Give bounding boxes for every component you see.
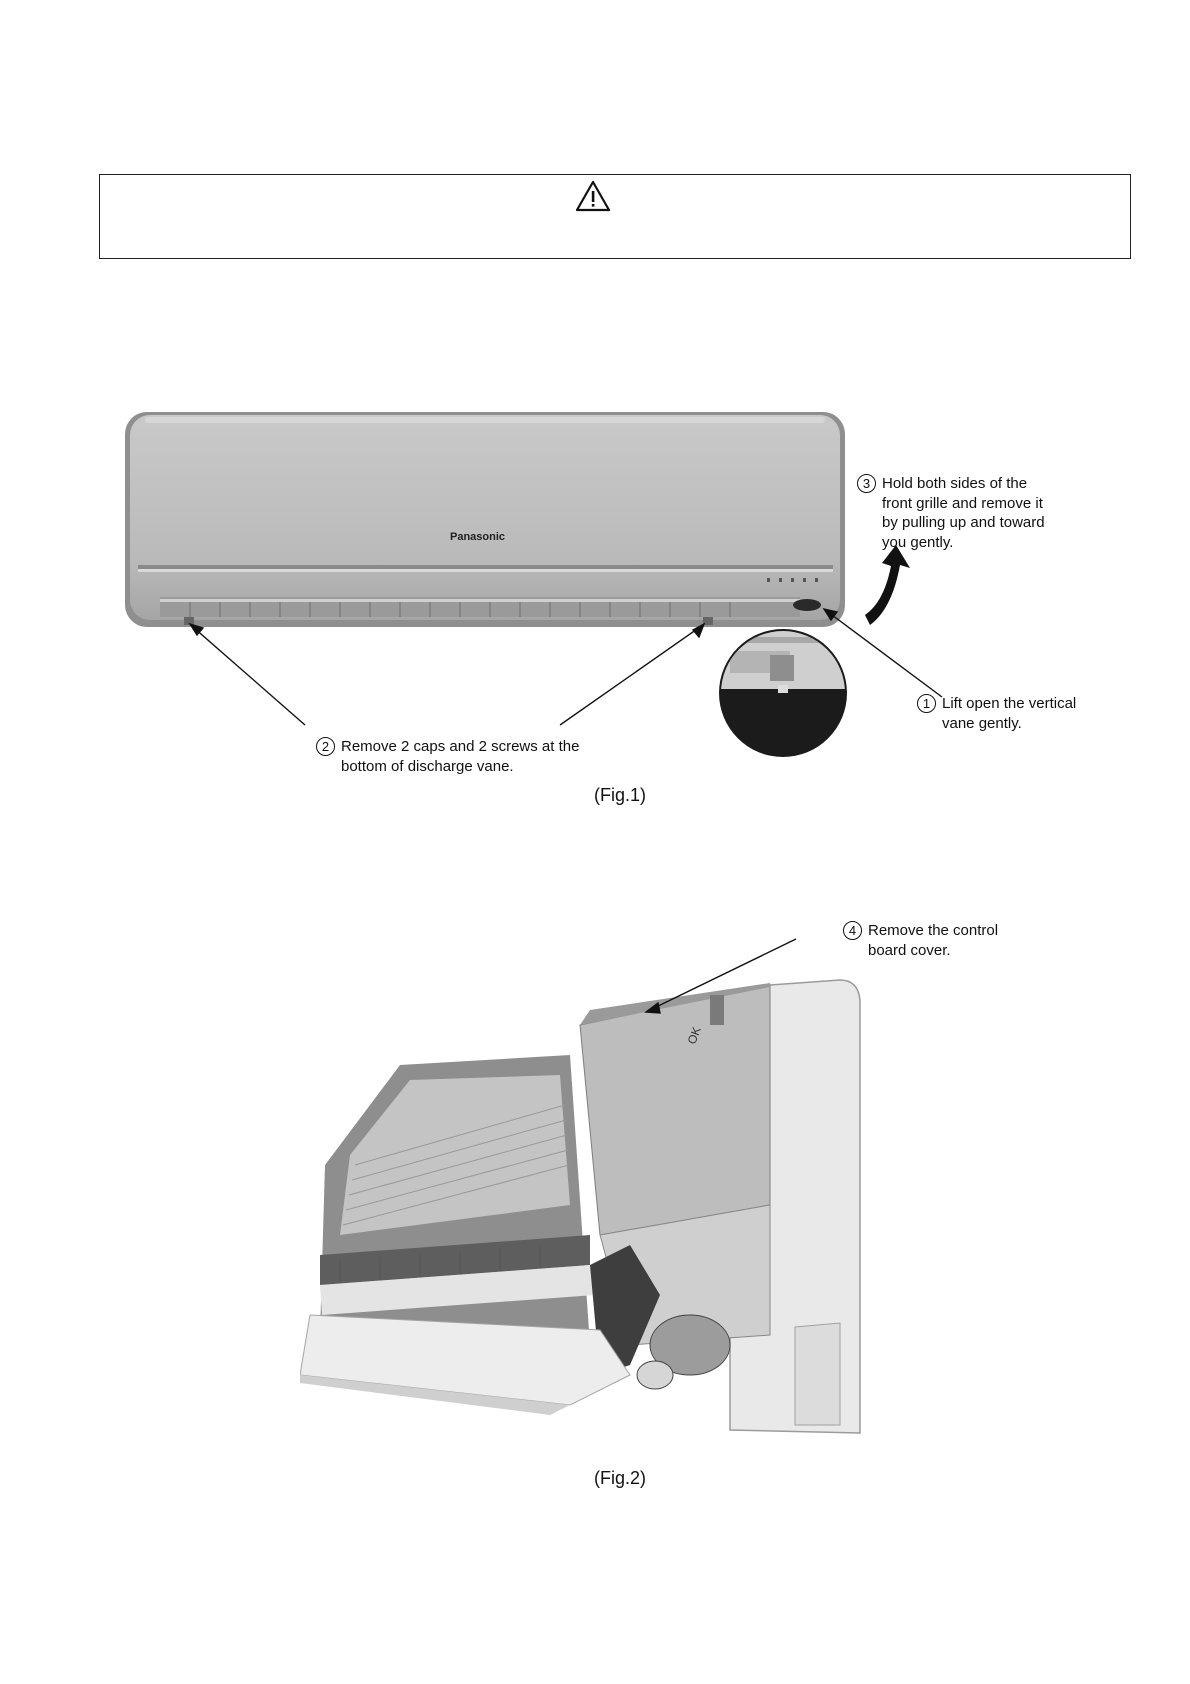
figure-1-caption: (Fig.1) — [594, 785, 647, 805]
magnified-detail — [710, 629, 860, 757]
step-4-text: Remove the control board cover. — [868, 922, 999, 959]
warning-triangle-icon — [575, 180, 611, 212]
callout-step-2 — [316, 737, 579, 776]
caution-box — [99, 174, 1131, 259]
step-3-text: Hold both sides of the front grille and remove it by pulling up and toward you gently. — [882, 475, 1045, 551]
step-number-3: 3 — [857, 474, 876, 493]
step-2-text: Remove 2 caps and 2 screws at the bottom of discharge vane. — [341, 738, 580, 775]
panasonic-logo: Panasonic — [450, 531, 506, 543]
step-number-4: 4 — [843, 921, 862, 940]
step-number-2: 2 — [316, 737, 335, 756]
figure-2-unit-open — [300, 905, 920, 1445]
lift-up-arrow — [865, 545, 910, 625]
step-number-1: 1 — [917, 694, 936, 713]
svg-text:OK: OK — [684, 1024, 704, 1047]
figure-1-indoor-unit — [110, 395, 1090, 795]
callout-step-1 — [917, 694, 1076, 733]
callout-step-3 — [857, 474, 1045, 552]
step-1-text: Lift open the vertical vane gently. — [942, 695, 1077, 732]
figure-2-caption: (Fig.2) — [594, 1468, 647, 1488]
callout-step-4 — [843, 921, 998, 960]
